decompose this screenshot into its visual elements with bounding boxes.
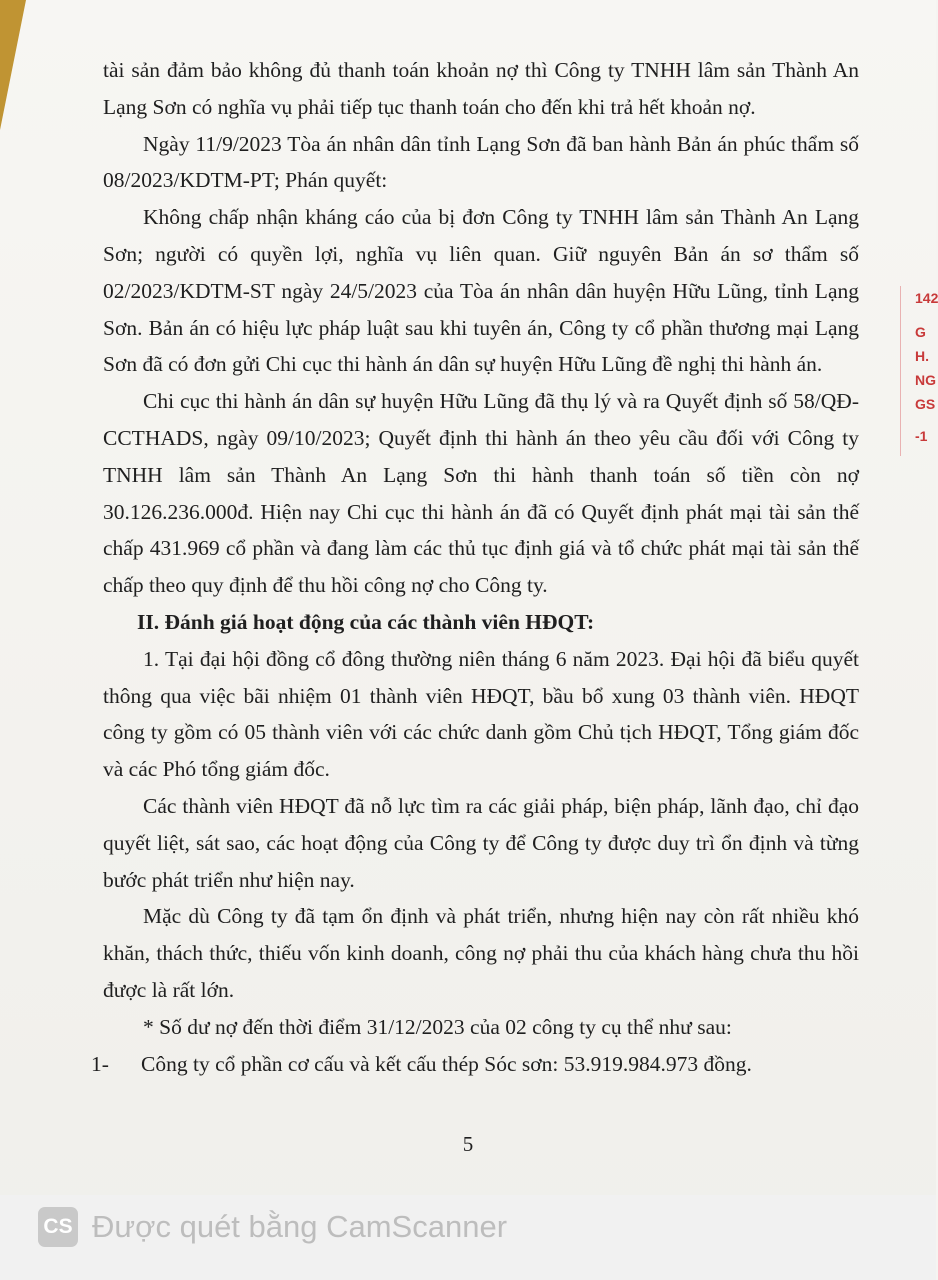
camscanner-logo-icon: CS (38, 1207, 78, 1247)
red-stamp-fragment (900, 286, 937, 456)
stamp-text: G (915, 324, 926, 340)
stamp-text: -1 (915, 428, 928, 444)
stamp-text: H. (915, 348, 929, 364)
folded-corner (0, 0, 26, 130)
stamp-text: NG (915, 372, 936, 388)
paragraph-board-efforts: Các thành viên HĐQT đã nỗ lực tìm ra các giải pháp, biện pháp, lãnh đạo, chỉ đạo quyết liệt, sát sao, các hoạt động của Công ty để Công ty được duy trì ổn định và từng bước phát triển như hiện nay. (103, 793, 859, 892)
section-heading: II. Đánh giá hoạt động của các thành viên HĐQT: (137, 609, 595, 634)
paragraph-ruling: Không chấp nhận kháng cáo của bị đơn Công ty TNHH lâm sản Thành An Lạng Sơn; người có quyền lợi, nghĩa vụ liên quan. Giữ nguyên Bản án sơ thẩm số 02/2023/KDTM-ST ngày 24/5/2023 của Tòa án nhân dân huyện Hữu Lũng, tỉnh Lạng Sơn. Bản án có hiệu lực pháp luật sau khi tuyên án, Công ty cổ phần thương mại Lạng Sơn đã có đơn gửi Chi cục thi hành án dân sự huyện Hữu Lũng đề nghị thi hành án. (103, 205, 859, 377)
debt-item-text: Công ty cổ phần cơ cấu và kết cấu thép Sóc sơn: 53.919.984.973 đồng. (141, 1051, 752, 1076)
paragraph-continuation: tài sản đảm bảo không đủ thanh toán khoản nợ thì Công ty TNHH lâm sản Thành An Lạng Sơn có nghĩa vụ phải tiếp tục thanh toán cho đến khi trả hết khoản nợ. (103, 58, 859, 119)
camscanner-watermark: Được quét bằng CamScanner (92, 1209, 508, 1244)
stamp-text: GS (915, 396, 936, 412)
list-marker: 1- (91, 1051, 109, 1076)
debt-list-item (91, 1046, 859, 1083)
document-body (91, 52, 859, 1082)
debt-intro: * Số dư nợ đến thời điểm 31/12/2023 của 02 công ty cụ thể như sau: (143, 1014, 732, 1039)
paragraph-appeal-judgment: Ngày 11/9/2023 Tòa án nhân dân tỉnh Lạng Sơn đã ban hành Bản án phúc thẩm số 08/2023/KDTM-PT; Phán quyết: (103, 131, 859, 193)
stamp-text: 142 (915, 290, 938, 306)
paragraph-enforcement: Chi cục thi hành án dân sự huyện Hữu Lũng đã thụ lý và ra Quyết định số 58/QĐ-CCTHADS, ngày 09/10/2023; Quyết định thi hành án theo yêu cầu đối với Công ty TNHH lâm sản Thành An Lạng Sơn thi hành thanh toán số tiền còn nợ 30.126.236.000đ. Hiện nay Chi cục thi hành án đã có Quyết định phát mại tài sản thế chấp 431.969 cổ phần và đang làm các thủ tục định giá và tổ chức phát mại tài sản thế chấp theo quy định để thu hồi công nợ cho Công ty. (103, 389, 859, 598)
page-number: 5 (462, 1132, 474, 1156)
paragraph-shareholder-meeting: 1. Tại đại hội đồng cổ đông thường niên tháng 6 năm 2023. Đại hội đã biểu quyết thông qua việc bãi nhiệm 01 thành viên HĐQT, bầu bổ xung 03 thành viên. HĐQT công ty gồm có 05 thành viên với các chức danh gồm Chủ tịch HĐQT, Tổng giám đốc và các Phó tổng giám đốc. (103, 646, 859, 782)
paragraph-difficulties: Mặc dù Công ty đã tạm ổn định và phát triển, nhưng hiện nay còn rất nhiều khó khăn, thách thức, thiếu vốn kinh doanh, công nợ phải thu của khách hàng chưa thu hồi được là rất lớn. (103, 904, 859, 1002)
